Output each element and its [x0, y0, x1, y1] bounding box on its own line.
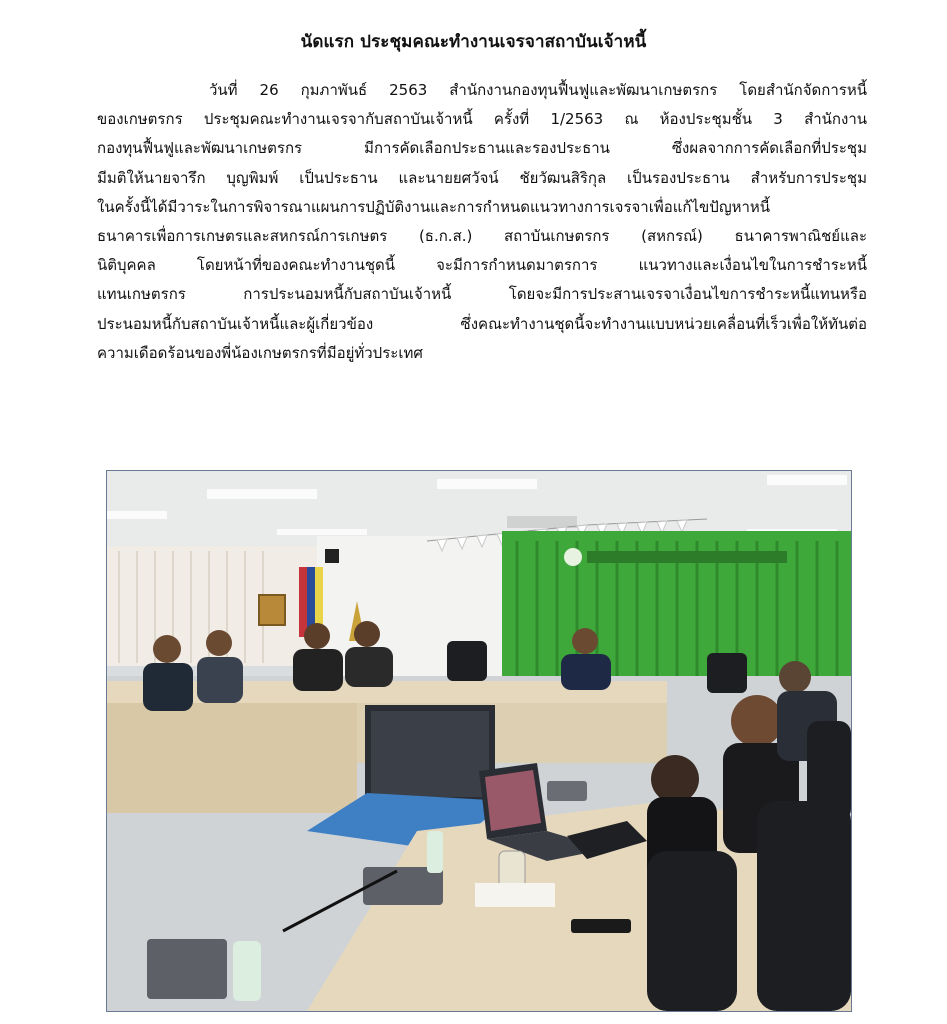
document-title: นัดแรก ประชุมคณะทำงานเจรจาสถาบันเจ้าหนี้: [300, 32, 647, 52]
water-bottle: [233, 941, 261, 1001]
microphone-base: [547, 781, 587, 801]
paragraph-line: แทนเกษตรกร การประนอมหนี้กับสถาบันเจ้าหนี้ โดยจะมีการประสานเจรจาเงื่อนไขการชำระหนี้แทนหรือ: [97, 285, 867, 304]
paragraph-line: วันที่ 26 กุมภาพันธ์ 2563 สำนักงานกองทุนฟื้นฟูและพัฒนาเกษตรกร โดยสำนักจัดการหนี้: [209, 81, 867, 99]
paragraph-line: กองทุนฟื้นฟูและพัฒนาเกษตรกร มีการคัดเลือกประธานและรองประธาน ซึ่งผลจากการคัดเลือกที่ประชุม: [97, 139, 867, 158]
papers: [475, 883, 555, 907]
water-bottle: [427, 831, 443, 873]
paragraph-line: ธนาคารเพื่อการเกษตรและสหกรณ์การเกษตร (ธ.ก.ส.) สถาบันเกษตรกร (สหกรณ์) ธนาคารพาณิชย์และ: [97, 226, 867, 245]
microphone-base: [147, 939, 227, 999]
paragraph-line: ของเกษตรกร ประชุมคณะทำงานเจรจากับสถาบันเจ้าหนี้ ครั้งที่ 1/2563 ณ ห้องประชุมชั้น 3 สำนักงาน: [97, 110, 867, 129]
ceiling-light: [207, 489, 317, 499]
ceiling-light: [277, 529, 367, 535]
meeting-room-photo: [106, 470, 852, 1012]
thai-flag: [299, 567, 307, 637]
paragraph-line: ประนอมหนี้กับสถาบันเจ้าหนี้และผู้เกี่ยวข้อง ซึ่งคณะทำงานชุดนี้จะทำงานแบบหน่วยเคลื่อนที่เร็วเพื่อให้ทันต่อ: [97, 314, 867, 333]
paragraph-line: มีมติให้นายจารึก บุญพิมพ์ เป็นประธาน และนายยศวัจน์ ชัยวัฒนสิริกุล เป็นรองประธาน สำหรับการประชุม: [97, 168, 867, 187]
table-front-panel: [107, 703, 357, 813]
paragraph-line: ความเดือดร้อนของพี่น้องเกษตรกรที่มีอยู่ทั่วประเทศ: [97, 343, 423, 362]
agency-logo: [564, 548, 582, 566]
ceiling-light: [437, 479, 537, 489]
chair: [707, 653, 747, 693]
ceiling-light: [107, 511, 167, 519]
meeting-photo-illustration: [107, 471, 851, 1011]
mobile-phone: [571, 919, 631, 933]
air-conditioner: [507, 516, 577, 528]
speaker: [325, 549, 339, 563]
document-paragraph: [97, 76, 867, 368]
paragraph-line: ในครั้งนี้ได้มีวาระในการพิจารณาแผนการปฏิบัติงานและการกำหนดแนวทางการเจรจาเพื่อแก้ไขปัญหาหนี้: [97, 197, 771, 216]
ceiling-light: [767, 475, 847, 485]
royal-portrait: [259, 595, 285, 625]
paragraph-line: นิติบุคคล โดยหน้าที่ของคณะทำงานชุดนี้ จะมีการกำหนดมาตรการ แนวทางและเงื่อนไขในการชำระหนี้: [97, 256, 867, 275]
agency-banner-text: [587, 551, 787, 563]
chair: [757, 801, 851, 1011]
chair: [647, 851, 737, 1011]
chair: [447, 641, 487, 681]
chair: [807, 721, 851, 821]
